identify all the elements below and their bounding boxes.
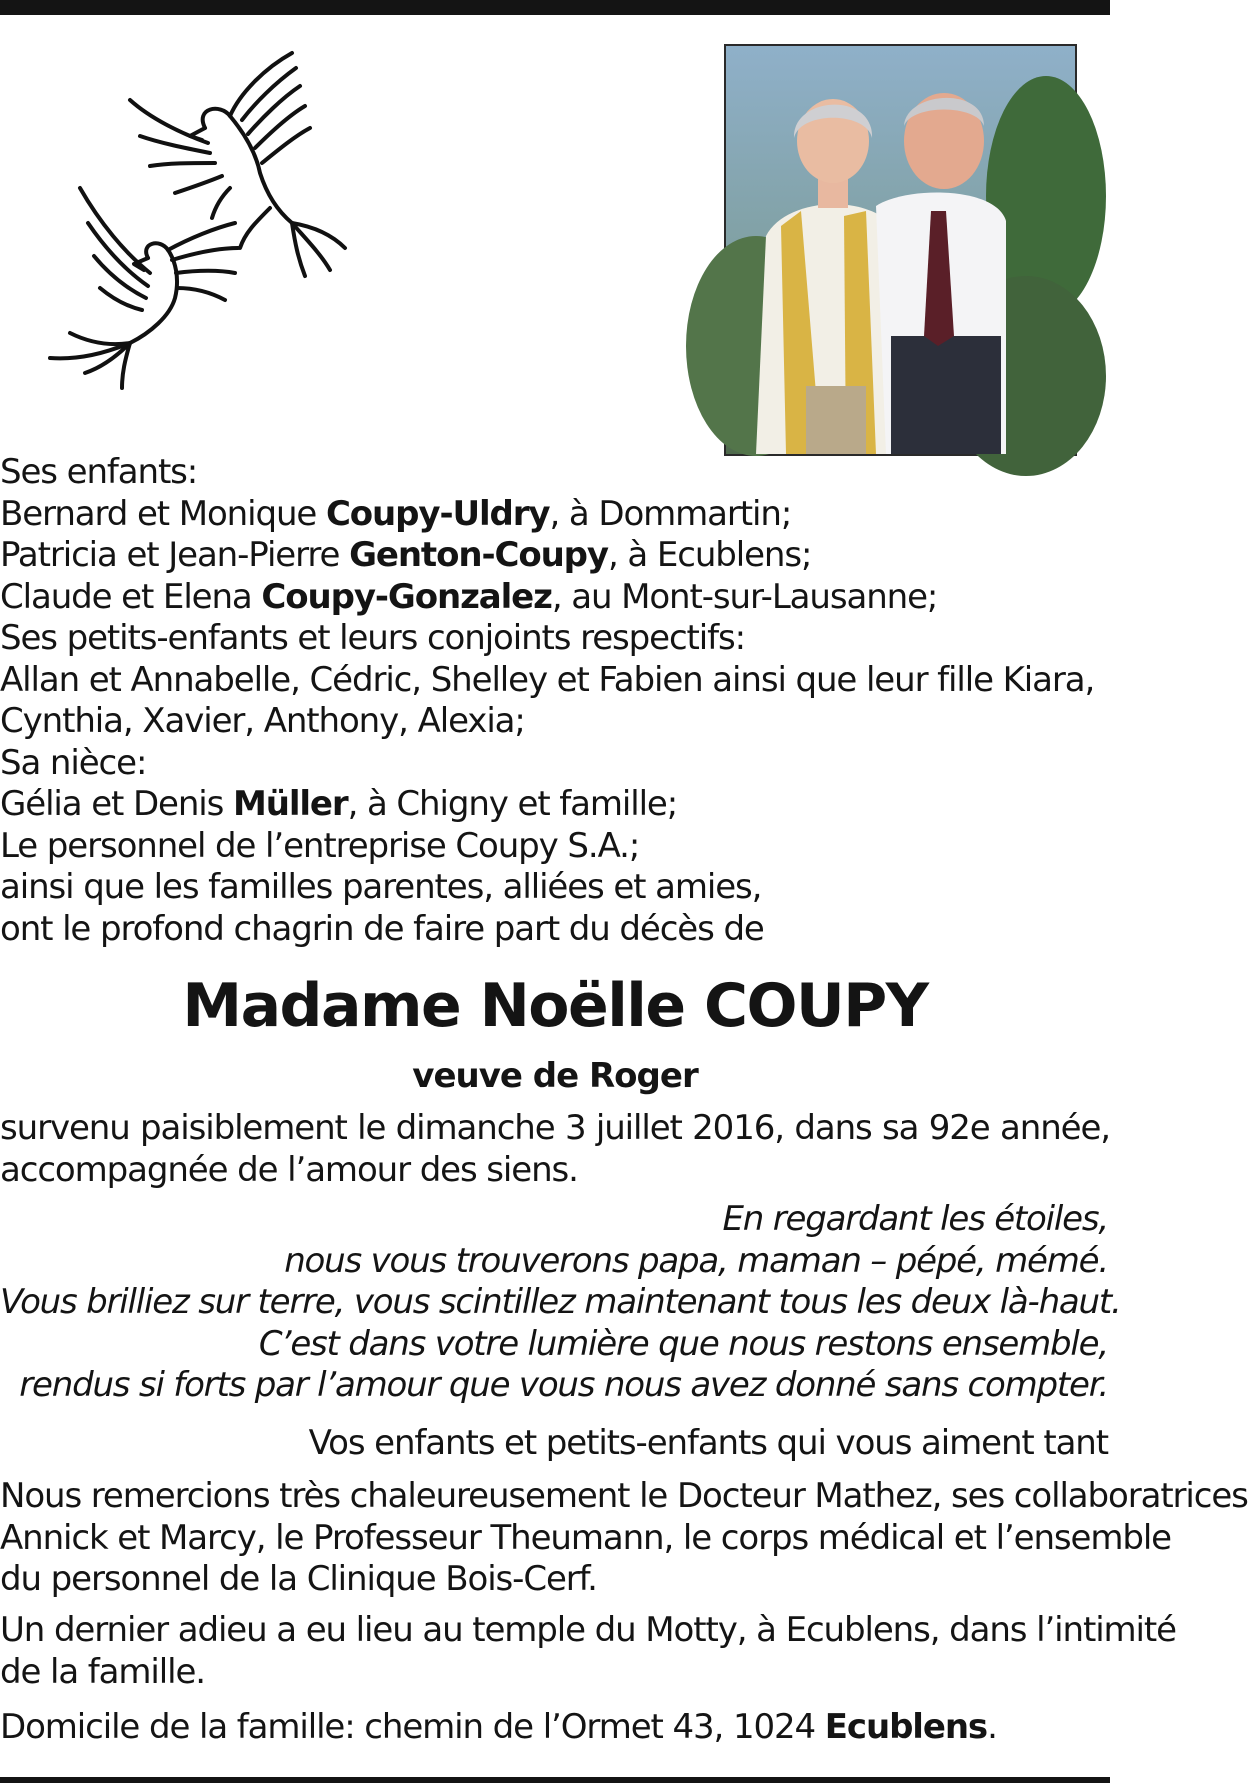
poem-line: nous vous trouverons papa, maman – pépé, mémé. <box>284 1240 1108 1281</box>
poem-signature: Vos enfants et petits-enfants qui vous aiment tant <box>308 1423 1108 1463</box>
family-announcement <box>0 452 1110 950</box>
family-line: Ses petits-enfants et leurs conjoints respectifs: <box>0 618 745 658</box>
death-line: survenu paisiblement le dimanche 3 juillet 2016, dans sa 92e année, <box>0 1108 1110 1148</box>
lower-dove-icon <box>50 188 238 388</box>
deceased-name: Madame Noëlle COUPY <box>182 971 928 1041</box>
family-line: Patricia et Jean-Pierre Genton-Coupy, à Ecublens; <box>0 535 812 575</box>
death-line: accompagnée de l’amour des siens. <box>0 1149 578 1190</box>
family-line: Cynthia, Xavier, Anthony, Alexia; <box>0 701 525 741</box>
thanks-line: Annick et Marcy, le Professeur Theumann, le corps médical et l’ensemble <box>0 1517 1171 1558</box>
bottom-rule <box>0 1777 1110 1783</box>
family-address <box>0 1707 1108 1749</box>
death-notice <box>0 1108 1110 1191</box>
poem-line: Vous brilliez sur terre, vous scintillez maintenant tous les deux là-haut. <box>0 1282 1121 1322</box>
ceremony-line: Un dernier adieu a eu lieu au temple du Motty, à Ecublens, dans l’intimité <box>0 1610 1176 1650</box>
poem-line: rendus si forts par l’amour que vous nous avez donné sans compter. <box>19 1365 1108 1405</box>
family-line: Bernard et Monique Coupy-Uldry, à Dommartin; <box>0 493 792 534</box>
address-line: Domicile de la famille: chemin de l’Ormet 43, 1024 Ecublens. <box>0 1707 997 1747</box>
thanks-line: du personnel de la Clinique Bois-Cerf. <box>0 1559 597 1599</box>
poem <box>0 1199 1121 1407</box>
family-line: Gélia et Denis Müller, à Chigny et famille; <box>0 784 678 824</box>
family-line: Le personnel de l’entreprise Coupy S.A.; <box>0 825 640 866</box>
two-doves-icon <box>30 48 400 428</box>
family-line: ainsi que les familles parentes, alliées et amies, <box>0 867 762 907</box>
top-rule <box>0 0 1110 15</box>
family-line: Claude et Elena Coupy-Gonzalez, au Mont-sur-Lausanne; <box>0 576 938 617</box>
thanks-paragraph <box>0 1476 1248 1601</box>
family-line: Sa nièce: <box>0 742 147 783</box>
ceremony-paragraph <box>0 1610 1176 1693</box>
widow-of: veuve de Roger <box>412 1056 698 1096</box>
upper-dove-icon <box>130 53 345 276</box>
poem-line: C’est dans votre lumière que nous restons ensemble, <box>258 1323 1108 1364</box>
ceremony-line: de la famille. <box>0 1651 205 1692</box>
family-line: Ses enfants: <box>0 452 198 492</box>
thanks-line: Nous remercions très chaleureusement le Docteur Mathez, ses collaboratrices <box>0 1476 1248 1516</box>
poem-line: En regardant les étoiles, <box>722 1199 1108 1239</box>
couple-photo <box>724 44 1077 456</box>
family-line: Allan et Annabelle, Cédric, Shelley et Fabien ainsi que leur fille Kiara, <box>0 659 1095 700</box>
family-line: ont le profond chagrin de faire part du décès de <box>0 908 764 949</box>
